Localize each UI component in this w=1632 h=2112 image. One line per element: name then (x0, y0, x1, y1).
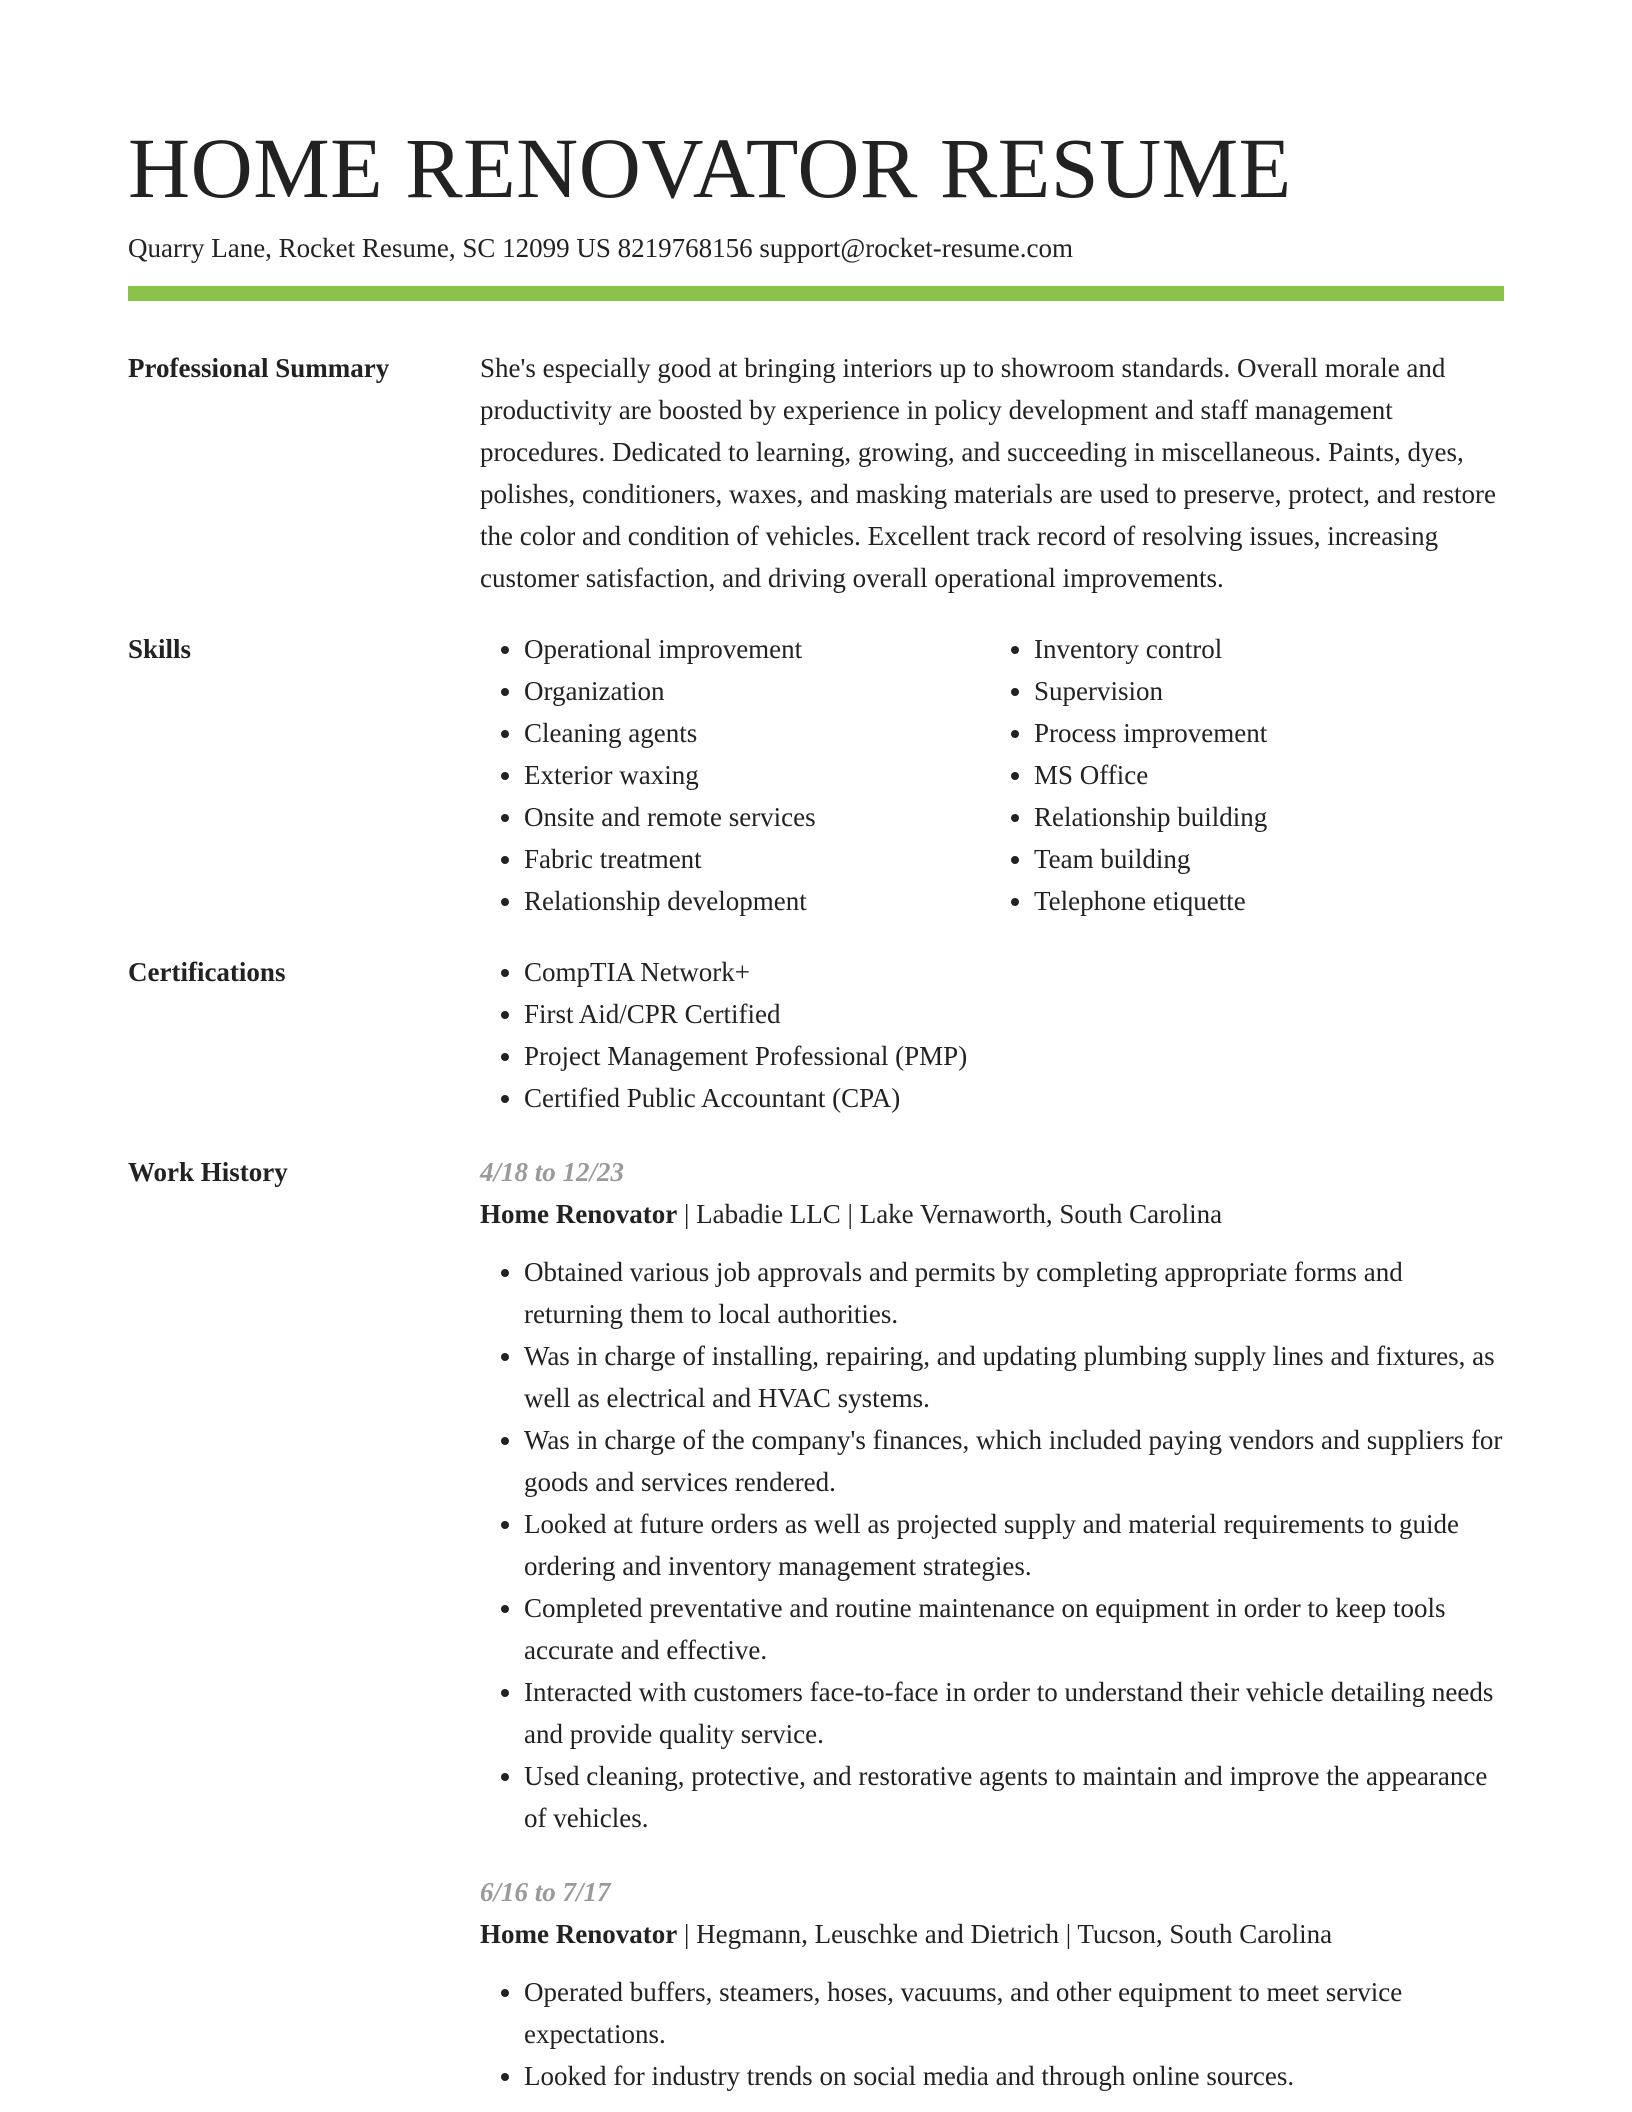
skill-item: • Team building (1034, 838, 1494, 880)
job-dates: 6/16 to 7/17 (480, 1877, 611, 1907)
accent-divider (128, 286, 1504, 301)
skill-item: • Cleaning agents (524, 712, 984, 754)
job-company-location: | Labadie LLC | Lake Vernaworth, South Carolina (677, 1199, 1223, 1229)
job-bullet: • Looked for industry trends on social media and through online sources. (524, 2055, 1504, 2097)
job-entry (480, 1151, 1504, 1839)
job-company-location: | Hegmann, Leuschke and Dietrich | Tucson, South Carolina (677, 1919, 1333, 1949)
certification-item: • First Aid/CPR Certified (524, 993, 1504, 1035)
job-bullet: • Obtained various job approvals and permits by completing appropriate forms and returning them to local authorities. (524, 1251, 1504, 1335)
skill-item: • Relationship building (1034, 796, 1494, 838)
job-dates: 4/18 to 12/23 (480, 1157, 625, 1187)
job-title: Home Renovator (480, 1199, 678, 1229)
certifications-heading: Certifications (128, 957, 286, 987)
skills-columns (480, 628, 1504, 922)
job-bullets (480, 1971, 1504, 2097)
skills-list-left (480, 628, 984, 922)
skill-item: • MS Office (1034, 754, 1494, 796)
skill-item: • Onsite and remote services (524, 796, 984, 838)
skill-item: • Process improvement (1034, 712, 1494, 754)
job-bullet: • Was in charge of installing, repairing, and updating plumbing supply lines and fixtures, as well as electrical and HVAC systems. (524, 1335, 1504, 1419)
job-bullet: • Completed preventative and routine maintenance on equipment in order to keep tools accurate and effective. (524, 1587, 1504, 1671)
skill-item: • Telephone etiquette (1034, 880, 1494, 922)
skill-item: • Supervision (1034, 670, 1494, 712)
resume-title: HOME RENOVATOR RESUME (128, 120, 1292, 216)
summary-text: She's especially good at bringing interiors up to showroom standards. Overall morale and productivity are boosted by experience in policy development and staff management procedures. Dedicated to learning, growing, and succeeding in miscellaneous. Paints, dyes, polishes, conditioners, waxes, and masking materials are used to preserve, protect, and restore the color and condition of vehicles. Excellent track record of resolving issues, increasing customer satisfaction, and driving overall operational improvements. (480, 353, 1496, 593)
skill-item: • Organization (524, 670, 984, 712)
skill-item: • Operational improvement (524, 628, 984, 670)
certifications-list (480, 951, 1504, 1119)
job-bullet: • Looked at future orders as well as projected supply and material requirements to guide ordering and inventory management strategies. (524, 1503, 1504, 1587)
job-bullet: • Used cleaning, protective, and restorative agents to maintain and improve the appearance of vehicles. (524, 1755, 1504, 1839)
certifications-body (480, 951, 1504, 1119)
work-history-heading: Work History (128, 1157, 288, 1187)
skills-heading: Skills (128, 634, 192, 664)
skills-list-right (984, 628, 1494, 922)
job-entry (480, 1871, 1504, 2097)
certification-item: • Certified Public Accountant (CPA) (524, 1077, 1504, 1119)
summary-heading: Professional Summary (128, 353, 390, 383)
skill-item: • Inventory control (1034, 628, 1494, 670)
job-header (480, 1913, 1504, 1955)
job-bullet: • Interacted with customers face-to-face in order to understand their vehicle detailing needs and provide quality service. (524, 1671, 1504, 1755)
skill-item: • Relationship development (524, 880, 984, 922)
certification-item: • CompTIA Network+ (524, 951, 1504, 993)
contact-line: Quarry Lane, Rocket Resume, SC 12099 US 8219768156 support@rocket-resume.com (128, 233, 1073, 263)
skill-item: • Exterior waxing (524, 754, 984, 796)
job-bullet: • Was in charge of the company's finances, which included paying vendors and suppliers for goods and services rendered. (524, 1419, 1504, 1503)
job-bullet: • Operated buffers, steamers, hoses, vacuums, and other equipment to meet service expectations. (524, 1971, 1504, 2055)
work-history-body (480, 1151, 1504, 2097)
job-header (480, 1193, 1504, 1235)
certification-item: • Project Management Professional (PMP) (524, 1035, 1504, 1077)
job-title: Home Renovator (480, 1919, 678, 1949)
skill-item: • Fabric treatment (524, 838, 984, 880)
job-bullets (480, 1251, 1504, 1839)
